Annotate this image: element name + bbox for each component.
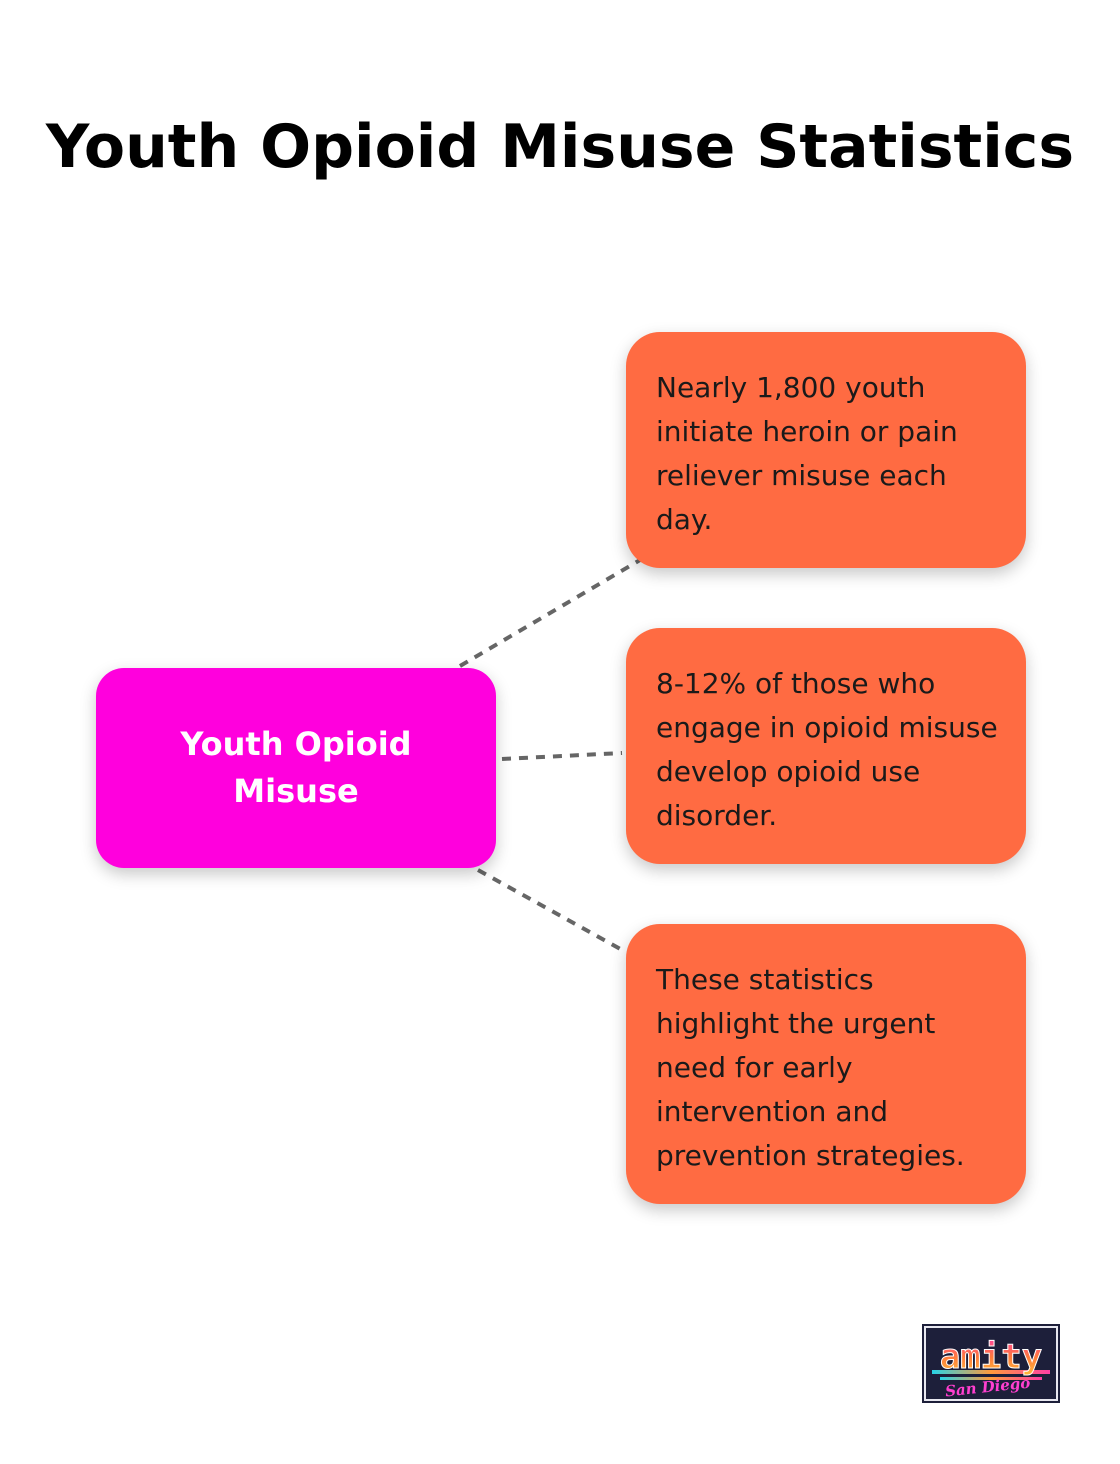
page-title: Youth Opioid Misuse Statistics — [45, 112, 1075, 182]
stat-card-text: Nearly 1,800 youth initiate heroin or pain reliever misuse each day. — [656, 371, 958, 536]
connector-line-top — [460, 560, 640, 666]
stat-card-text: These statistics highlight the urgent need for early intervention and prevention strategies. — [656, 963, 965, 1172]
amity-san-diego-logo — [922, 1324, 1060, 1403]
logo-graphic — [922, 1324, 1060, 1403]
center-node-label: Youth Opioid Misuse — [180, 725, 412, 810]
stat-card-disorder-rate — [626, 628, 1026, 864]
connector-line-bottom — [478, 870, 622, 950]
stat-card-text: 8-12% of those who engage in opioid misuse develop opioid use disorder. — [656, 667, 998, 832]
stat-card-daily-initiation — [626, 332, 1026, 568]
logo-script: San Diego — [944, 1373, 1032, 1401]
stat-card-urgent-need — [626, 924, 1026, 1204]
center-node — [96, 668, 496, 868]
connector-line-middle — [502, 753, 622, 759]
logo-wordmark: amity — [939, 1337, 1043, 1377]
